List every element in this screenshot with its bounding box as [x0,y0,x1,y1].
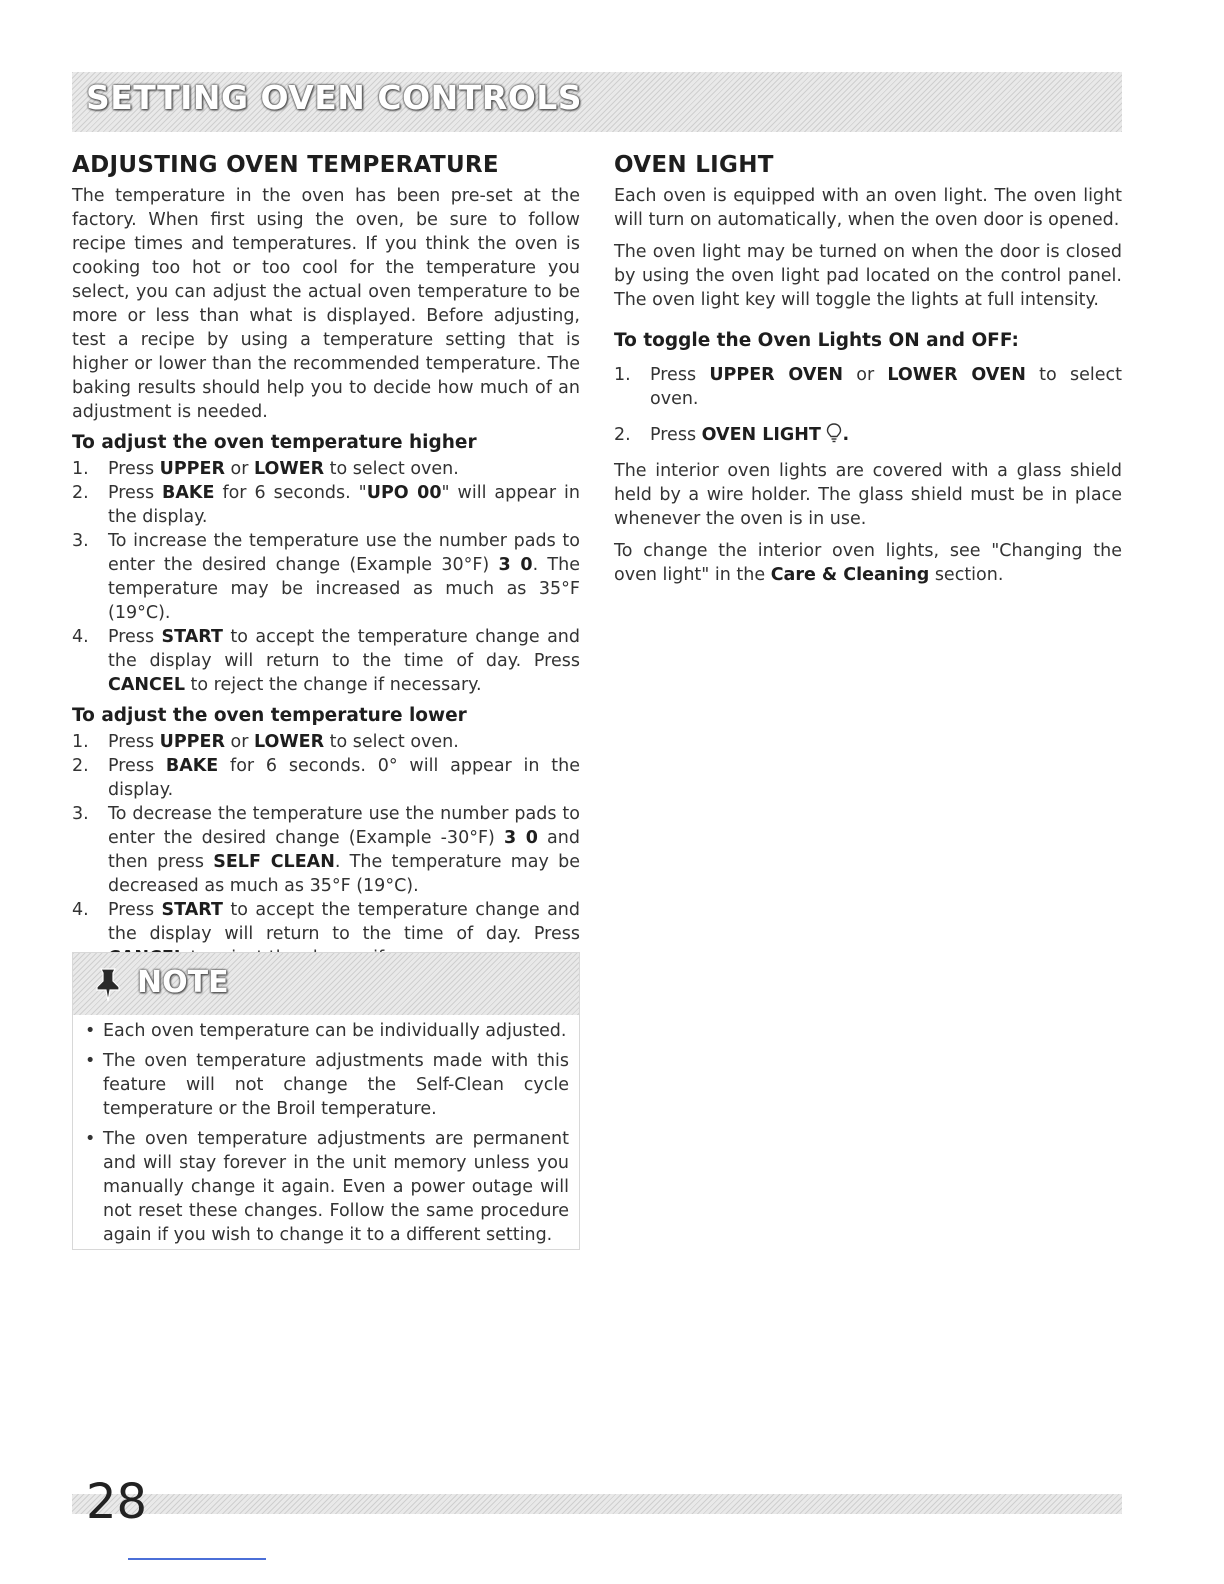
list-item: 1. Press UPPER OVEN or LOWER OVEN to select oven. [614,365,1122,409]
higher-steps [72,457,580,697]
toggle-steps [614,363,1122,447]
note-label: NOTE [137,965,229,1000]
oven-light-heading: OVEN LIGHT [614,152,774,178]
oven-light-p3: The interior oven lights are covered with a glass shield held by a wire holder. The glass shield must be in place whenever the oven is in use. [614,461,1122,529]
page-footer [72,1474,1122,1530]
oven-light-p1: Each oven is equipped with an oven light. The oven light will turn on automatically, when the oven door is opened. [614,186,1122,230]
lower-heading: To adjust the oven temperature lower [72,705,467,726]
lower-steps [72,730,580,970]
light-bulb-icon [826,423,842,443]
note-list [73,1019,579,1247]
list-item: 2. Press OVEN LIGHT . [614,425,850,445]
list-item: 3. To increase the temperature use the number pads to enter the desired change (Example 30°F) 3 0. The temperature may be increased as much as 35°F (19°C). [72,531,580,623]
footer-rule [128,1558,266,1560]
section-banner [72,72,1122,132]
toggle-heading: To toggle the Oven Lights ON and OFF: [614,330,1019,351]
list-item: • Each oven temperature can be individually adjusted. [85,1021,567,1041]
list-item: 2. Press BAKE for 6 seconds. "UPO 00" will appear in the display. [72,483,580,527]
pushpin-icon [91,967,125,1003]
footer-bar [72,1494,1122,1514]
list-item: • The oven temperature adjustments are permanent and will stay forever in the unit memory unless you manually change it again. Even a power outage will not reset these changes. Follow the same procedure again if you wish to change it to a different setting. [85,1129,569,1245]
list-item: • The oven temperature adjustments made with this feature will not change the Self-Clean cycle temperature or the Broil temperature. [85,1051,569,1119]
section-title: SETTING OVEN CONTROLS [86,78,583,117]
left-column [72,152,580,978]
oven-light-p2: The oven light may be turned on when the door is closed by using the oven light pad located on the control panel. The oven light key will toggle the lights at full intensity. [614,242,1122,310]
note-header [73,953,579,1015]
oven-light-p4: To change the interior oven lights, see "Changing the oven light" in the Care & Cleaning section. [614,541,1122,585]
list-item: 4. Press START to accept the temperature change and the display will return to the time of day. Press [72,900,580,944]
note-box [72,952,580,1250]
higher-heading: To adjust the oven temperature higher [72,432,477,453]
temperature-intro: The temperature in the oven has been pre-set at the factory. When first using the oven, be sure to follow recipe times and temperatures. If you think the oven is cooking too hot or too cool for the temperature you select, you can adjust the actual oven temperature to be more or less than what is displayed. Before adjusting, test a recipe by using a temperature setting that is higher or lower than the recommended temperature. The baking results should help you to decide how much of an adjustment is needed. [72,186,580,422]
temperature-heading: ADJUSTING OVEN TEMPERATURE [72,152,499,178]
list-item: 4. Press START to accept the temperature change and the display will return to the time of day. Press CANCEL to reject the change if necessary. [72,627,580,695]
list-item: 1. Press UPPER or LOWER to select oven. [72,732,459,752]
right-column [614,152,1122,595]
page-number: 28 [86,1474,148,1530]
list-item: 1. Press UPPER or LOWER to select oven. [72,459,459,479]
list-item: 3. To decrease the temperature use the number pads to enter the desired change (Example -30°F) 3 0 and then press SELF CLEAN. The temperature may be decreased as much as 35°F (19°C). [72,804,580,896]
list-item: 2. Press BAKE for 6 seconds. 0° will appear in the display. [72,756,580,800]
